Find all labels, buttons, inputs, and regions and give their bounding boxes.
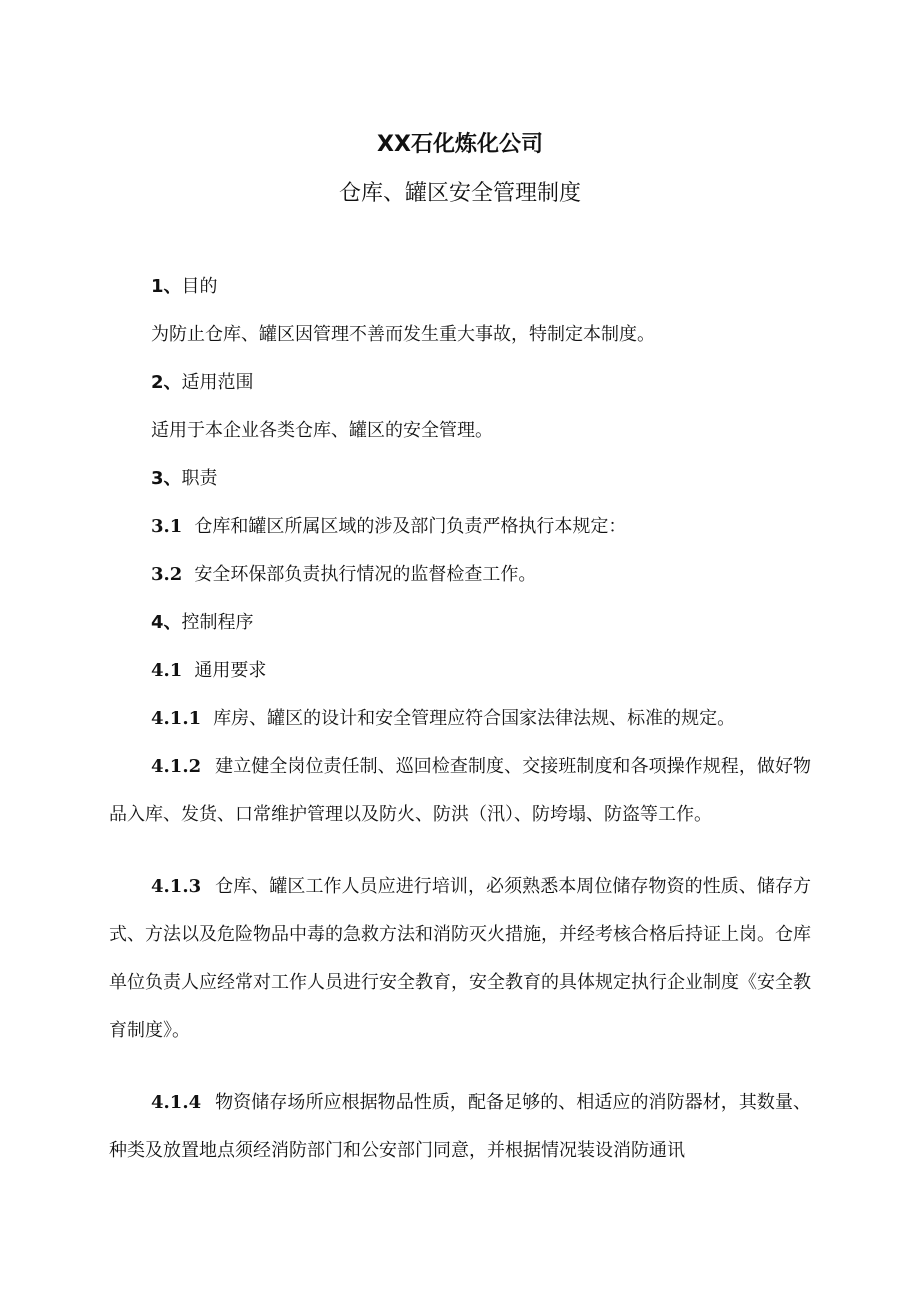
clause-4-1-1 xyxy=(109,707,811,731)
section-title: 职责 xyxy=(181,468,218,489)
clause-text: 安全环保部负责执行情况的监督检查工作。 xyxy=(194,564,537,585)
clause-text: 建立健全岗位责任制、巡回检查制度、交接班制度和各项操作规程，做好物品入库、发货、口常维护管理以及防火、防洪（汛）、防垮塌、防盗等工作。 xyxy=(109,756,811,825)
clause-3-1 xyxy=(109,515,811,539)
clause-4-1-4 xyxy=(109,1079,811,1175)
section-4-heading xyxy=(109,611,811,635)
section-number: 4、 xyxy=(151,612,182,633)
clause-text: 仓库、罐区工作人员应进行培训，必须熟悉本周位储存物资的性质、储存方式、方法以及危险物品中毒的急救方法和消防灭火措施，并经考核合格后持证上岗。仓库单位负责人应经常对工作人员进行安全教育，安全教育的具体规定执行企业制度《安全教育制度》。 xyxy=(109,876,811,1041)
document-title: XX石化炼化公司 xyxy=(377,132,543,157)
clause-3-2 xyxy=(109,563,811,587)
document-body xyxy=(109,275,811,1175)
section-title: 控制程序 xyxy=(181,612,254,633)
clause-number: 4.1.1 xyxy=(151,708,202,729)
document-subtitle: 仓库、罐区安全管理制度 xyxy=(338,181,581,206)
clause-number: 4.1 xyxy=(151,660,183,681)
clause-number: 3.1 xyxy=(151,516,183,537)
section-3-heading xyxy=(109,467,811,491)
clause-4-1-2 xyxy=(109,743,811,839)
section-1-heading xyxy=(109,275,811,299)
clause-text: 物资储存场所应根据物品性质，配备足够的、相适应的消防器材，其数量、种类及放置地点须经消防部门和公安部门同意，并根据情况装设消防通讯 xyxy=(109,1092,811,1161)
clause-text: 库房、罐区的设计和安全管理应符合国家法律法规、标准的规定。 xyxy=(213,708,736,729)
section-2-heading xyxy=(109,371,811,395)
clause-text: 通用要求 xyxy=(194,660,267,681)
section-number: 3、 xyxy=(151,468,182,489)
section-number: 1、 xyxy=(151,276,182,297)
section-number: 2、 xyxy=(151,372,182,393)
section-title: 目的 xyxy=(181,276,218,297)
clause-number: 4.1.3 xyxy=(151,876,202,897)
clause-number: 4.1.2 xyxy=(151,756,202,777)
clause-4-1-3 xyxy=(109,863,811,1055)
clause-4-1 xyxy=(109,659,811,683)
section-2-text: 适用于本企业各类仓库、罐区的安全管理。 xyxy=(151,420,493,441)
clause-number: 4.1.4 xyxy=(151,1092,202,1113)
section-title: 适用范围 xyxy=(181,372,254,393)
section-1-text: 为防止仓库、罐区因管理不善而发生重大事故，特制定本制度。 xyxy=(151,324,655,345)
clause-number: 3.2 xyxy=(151,564,183,585)
clause-text: 仓库和罐区所属区域的涉及部门负责严格执行本规定： xyxy=(194,516,627,537)
